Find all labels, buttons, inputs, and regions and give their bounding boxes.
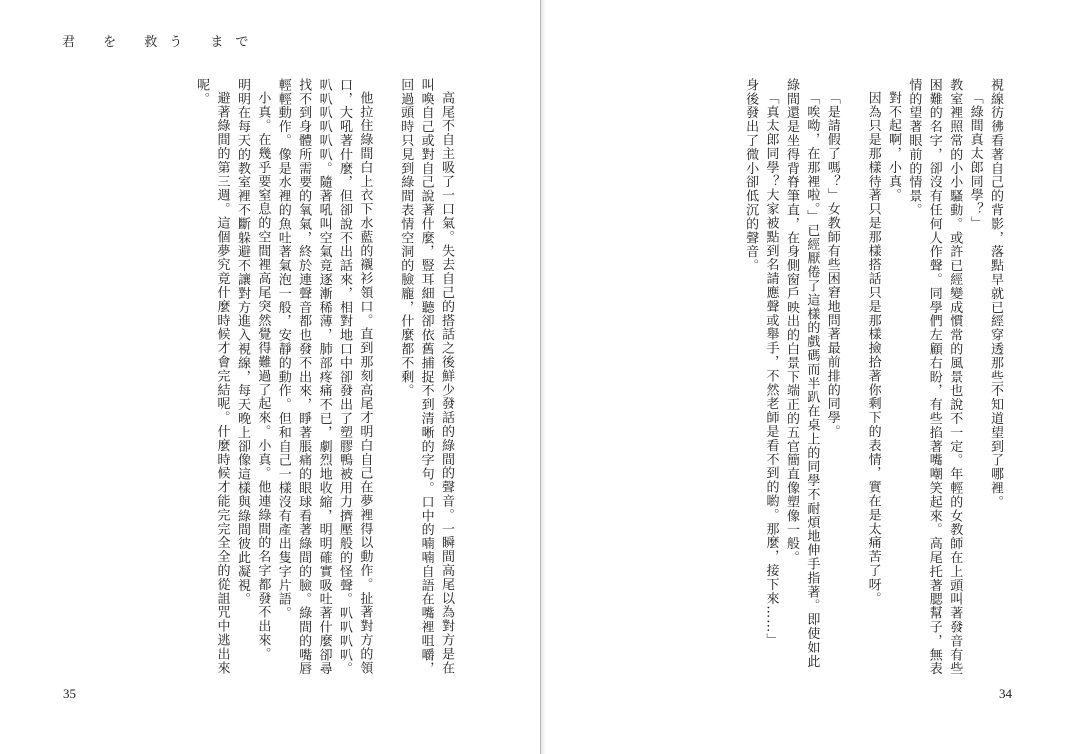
page-number-right: 34: [999, 686, 1012, 701]
right-page-body: [629, 78, 1005, 676]
paragraph: 小真。在幾乎要窒息的空間裡高尾突然覺得難過了起來。小真。他連綠間的名字都發不出來。: [255, 91, 271, 661]
paragraph: 教室裡照常的小小騷動。或許已經變成慣常的風景也說不一定。年輕的女教師在上頭叫著發音有些困難的名字，卻沒有任何人作聲。同學們左顧右盼，有些掐著嘴嘲笑起來。高尾托著腮幫子，無表情的望著眼前的情景。: [906, 78, 963, 676]
paragraph: 身後發出了微小卻低沉的聲音。: [743, 78, 759, 273]
paragraph: 對不起啊，小真。: [885, 91, 901, 203]
paragraph: 明明在每天的教室裡不斷躲避不讓對方進入視線，每天晚上卻像這樣與綠間彼此凝視。: [234, 78, 250, 607]
page-number-left: 35: [63, 686, 76, 701]
running-head: 君 を 救う まで: [62, 35, 261, 50]
paragraph: [374, 78, 394, 676]
paragraph: 高尾不自主吸了一口氣。失去自己的搭話之後鮮少發話的綠間的聲音。一瞬間高尾以為對方是在叫喚自己或對自己說著什麼，豎耳細聽卻依舊捕捉不到清晰的字句。口中的喃喃自語在嘴裡咀嚼，回過頭時只見到綠間表情空洞的臉龐，什麼都不剩。: [398, 78, 454, 676]
paragraph: 「真太郎同學？大家被點到名請應聲或舉手，不然老師是看不到的喲。那麼，接下來……」: [763, 91, 779, 647]
right-page: [546, 0, 1082, 754]
paragraph: 他拉住綠間白上衣下水藍的襯衫領口。直到那刻高尾才明白自己在夢裡得以動作。扯著對方的領口，大吼著什麼，但卻說不出話來，相對地口中卻發出了塑膠鴨被用力擠壓般的怪聲。叭叭叭叭。叭叭叭叭叭叭。隨著吼叫空氣竟逐漸稀薄，肺部疼痛不已，劇烈地收縮，明明確實吸吐著什麼卻尋找不到身體所需要的氧氣，終於連聲音都也發不出來，睜著脹痛的眼球看著綠間的臉。綠間的嘴唇輕輕動作。像是水裡的魚吐著氣泡一般，安靜的動作。但和自己一樣沒有產出隻字片語。: [275, 78, 373, 676]
paragraph: 「綠間真太郎同學？」: [967, 91, 983, 230]
paragraph: 避著綠間的第三週。這個夢究竟什麼時候才會完結呢。什麼時候才能完完全全的從詛咒中逃出來呢。: [194, 78, 230, 675]
left-page: [0, 0, 540, 754]
paragraph: 「是請假了嗎？」女教師有些困窘地問著最前排的同學。: [824, 91, 840, 439]
paragraph: 因為只是那樣待著只是那樣搭話只是那樣撿拾著你剩下的表情，實在是太痛苦了呀。: [865, 91, 881, 606]
paragraph: 視線彷彿看著自己的背影，落點早就已經穿透那些不知道望到了哪裡。: [988, 78, 1003, 509]
left-page-body: [68, 78, 456, 676]
paragraph: 「唉呦，在那裡啦。」已經厭倦了這樣的戲碼而半趴在桌上的同學不耐煩地伸手指著。即使如此綠間還是坐得背脊筆直，在身側窗戶映出的白景下端正的五官簡直像塑像一般。: [783, 78, 820, 669]
paragraph: [842, 78, 862, 676]
